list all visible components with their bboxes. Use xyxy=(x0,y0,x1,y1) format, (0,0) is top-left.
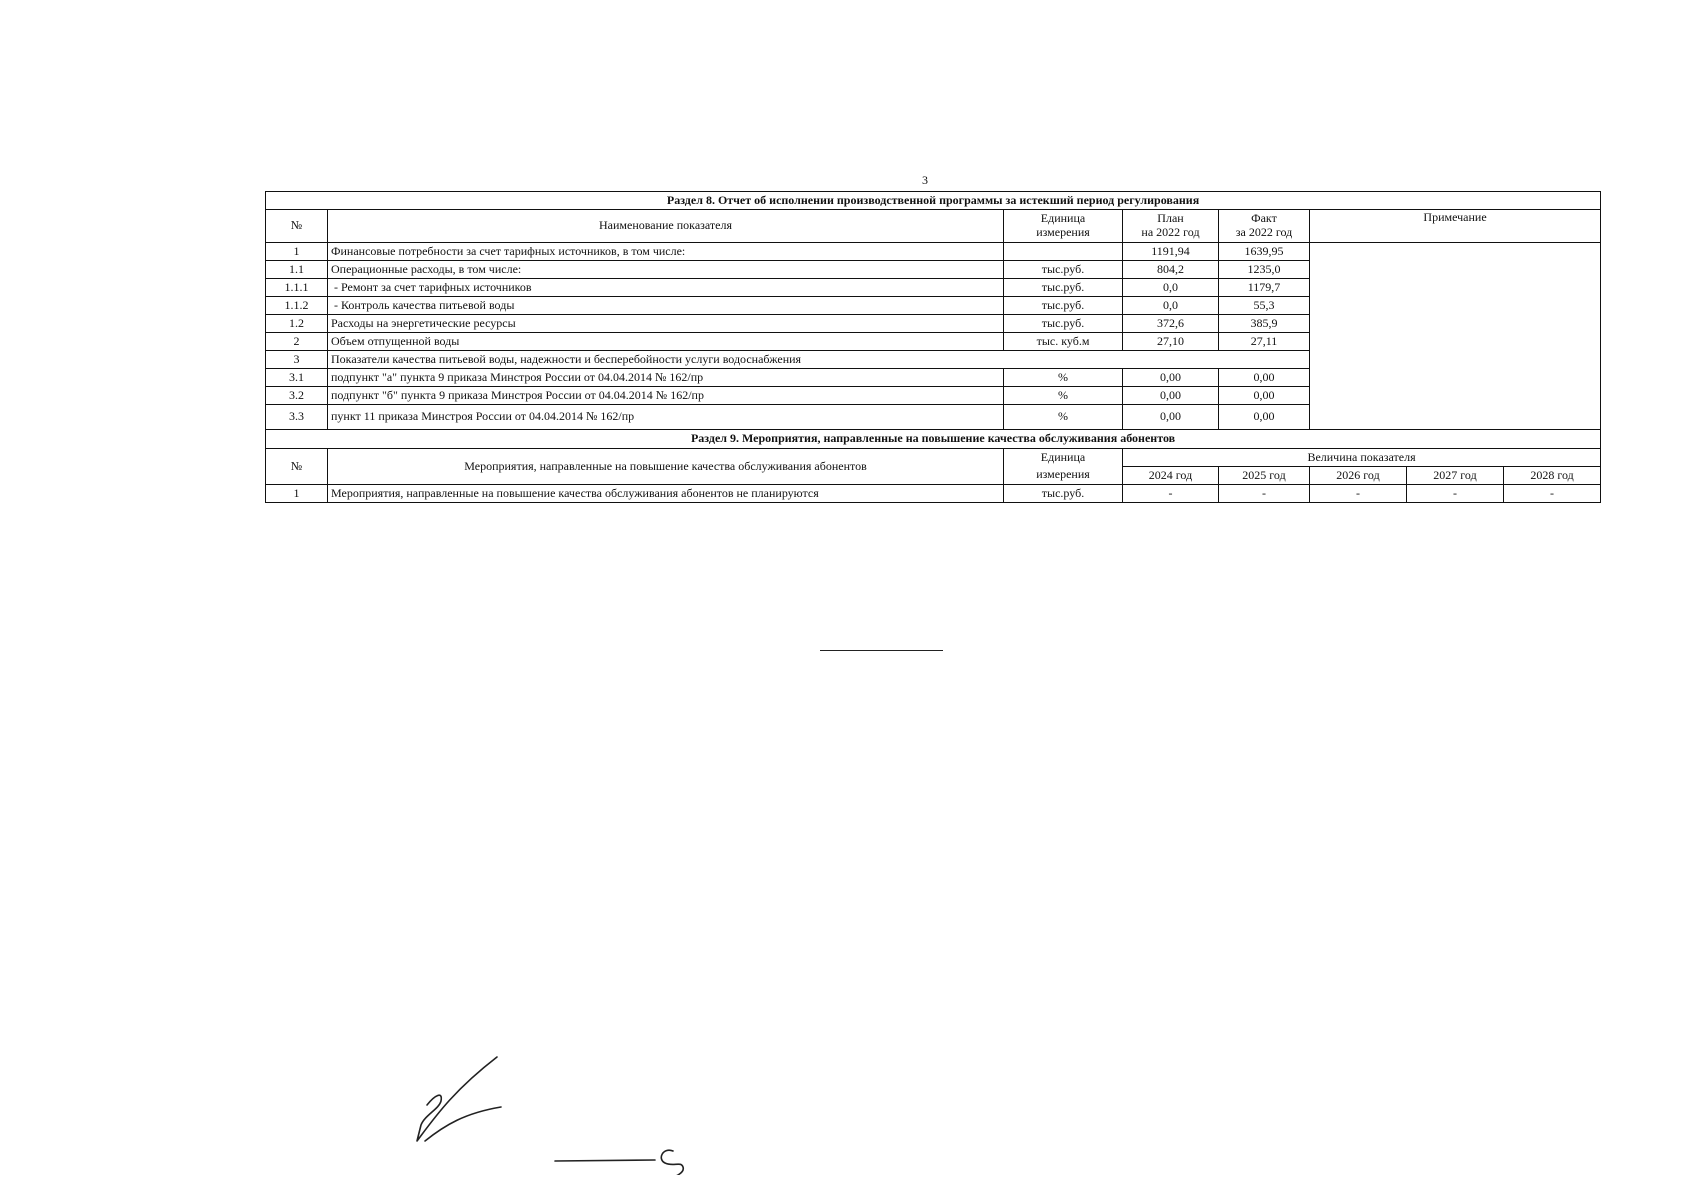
row-unit: тыс.руб. xyxy=(1004,279,1123,297)
row-num: 3.1 xyxy=(266,369,328,387)
row-plan: 804,2 xyxy=(1123,261,1219,279)
separator-line xyxy=(820,650,943,651)
row-unit: тыс.руб. xyxy=(1004,315,1123,333)
header-plan-line1: План xyxy=(1157,211,1184,226)
header-year: 2026 год xyxy=(1310,467,1407,485)
header-plan-line2: на 2022 год xyxy=(1141,225,1200,239)
row-num: 1.1.1 xyxy=(266,279,328,297)
header-unit-line1: Единица xyxy=(1004,449,1123,467)
table-row xyxy=(266,243,1601,261)
header-value: Величина показателя xyxy=(1123,449,1601,467)
section8-header-row xyxy=(266,210,1601,243)
row-num: 1.2 xyxy=(266,315,328,333)
row-num: 1 xyxy=(266,485,328,503)
row-num: 3.2 xyxy=(266,387,328,405)
section8-title: Раздел 8. Отчет об исполнении производственной программы за истекший период регулирования xyxy=(266,192,1601,210)
header-year: 2024 год xyxy=(1123,467,1219,485)
header-measures: Мероприятия, направленные на повышение качества обслуживания абонентов xyxy=(328,449,1004,485)
section8-title-row xyxy=(266,192,1601,210)
row-fact: 1235,0 xyxy=(1219,261,1310,279)
note-cell xyxy=(1310,243,1601,430)
row-name: Финансовые потребности за счет тарифных источников, в том числе: xyxy=(328,243,1004,261)
row-plan: 0,00 xyxy=(1123,387,1219,405)
row-name: Мероприятия, направленные на повышение качества обслуживания абонентов не планируются xyxy=(328,485,1004,503)
row-num: 1 xyxy=(266,243,328,261)
table-row xyxy=(266,485,1601,503)
row-fact: 1179,7 xyxy=(1219,279,1310,297)
row-value: - xyxy=(1219,485,1310,503)
row-name: Операционные расходы, в том числе: xyxy=(328,261,1004,279)
header-unit-line2: измерения xyxy=(1004,467,1123,485)
header-fact-line2: за 2022 год xyxy=(1235,225,1293,239)
row-unit xyxy=(1004,243,1123,261)
row-plan: 372,6 xyxy=(1123,315,1219,333)
row-unit: тыс. куб.м xyxy=(1004,333,1123,351)
header-note: Примечание xyxy=(1310,210,1601,243)
header-unit xyxy=(1004,210,1123,243)
row-plan: 0,0 xyxy=(1123,279,1219,297)
header-num: № xyxy=(266,449,328,485)
row-unit: % xyxy=(1004,387,1123,405)
row-value: - xyxy=(1504,485,1601,503)
row-unit: тыс.руб. xyxy=(1004,297,1123,315)
header-fact xyxy=(1219,210,1310,243)
row-name: подпункт "б" пункта 9 приказа Минстроя России от 04.04.2014 № 162/пр xyxy=(328,387,1004,405)
row-num: 2 xyxy=(266,333,328,351)
row-unit: % xyxy=(1004,405,1123,430)
header-unit-line1: Единица xyxy=(1040,211,1086,226)
row-value: - xyxy=(1310,485,1407,503)
row-plan: 0,0 xyxy=(1123,297,1219,315)
row-name: - Ремонт за счет тарифных источников xyxy=(328,279,1004,297)
row-unit: тыс.руб. xyxy=(1004,261,1123,279)
row-unit: % xyxy=(1004,369,1123,387)
signature-2-mark xyxy=(661,1150,683,1175)
row-name: Объем отпущенной воды xyxy=(328,333,1004,351)
row-value: - xyxy=(1123,485,1219,503)
row-num: 3.3 xyxy=(266,405,328,430)
handwritten-signatures xyxy=(405,1055,715,1175)
row-num: 1.1.2 xyxy=(266,297,328,315)
row-fact: 0,00 xyxy=(1219,387,1310,405)
section9-title: Раздел 9. Мероприятия, направленные на повышение качества обслуживания абонентов xyxy=(266,430,1601,449)
page-number: 3 xyxy=(922,173,928,187)
row-name: пункт 11 приказа Минстроя России от 04.04.2014 № 162/пр xyxy=(328,405,1004,430)
row-fact: 55,3 xyxy=(1219,297,1310,315)
header-year: 2028 год xyxy=(1504,467,1601,485)
row-plan: 0,00 xyxy=(1123,369,1219,387)
header-plan xyxy=(1123,210,1219,243)
header-fact-line1: Факт xyxy=(1251,211,1277,226)
row-plan: 0,00 xyxy=(1123,405,1219,430)
row-plan: 27,10 xyxy=(1123,333,1219,351)
row-value: - xyxy=(1407,485,1504,503)
row-num: 3 xyxy=(266,351,328,369)
report-table xyxy=(265,191,1601,503)
row-fact: 0,00 xyxy=(1219,369,1310,387)
header-num: № xyxy=(266,210,328,243)
section9-header-row xyxy=(266,449,1601,467)
row-name: Показатели качества питьевой воды, надежности и бесперебойности услуги водоснабжения xyxy=(328,351,1310,369)
signature-2-line xyxy=(555,1160,655,1161)
header-unit-line2: измерения xyxy=(1036,225,1090,239)
header-name: Наименование показателя xyxy=(328,210,1004,243)
row-fact: 27,11 xyxy=(1219,333,1310,351)
row-name: подпункт "а" пункта 9 приказа Минстроя России от 04.04.2014 № 162/пр xyxy=(328,369,1004,387)
signature-1 xyxy=(417,1057,501,1141)
header-year: 2025 год xyxy=(1219,467,1310,485)
section9-title-row xyxy=(266,430,1601,449)
row-plan: 1191,94 xyxy=(1123,243,1219,261)
header-year: 2027 год xyxy=(1407,467,1504,485)
row-unit: тыс.руб. xyxy=(1004,485,1123,503)
row-name: - Контроль качества питьевой воды xyxy=(328,297,1004,315)
row-name: Расходы на энергетические ресурсы xyxy=(328,315,1004,333)
row-fact: 385,9 xyxy=(1219,315,1310,333)
row-num: 1.1 xyxy=(266,261,328,279)
row-fact: 0,00 xyxy=(1219,405,1310,430)
row-fact: 1639,95 xyxy=(1219,243,1310,261)
